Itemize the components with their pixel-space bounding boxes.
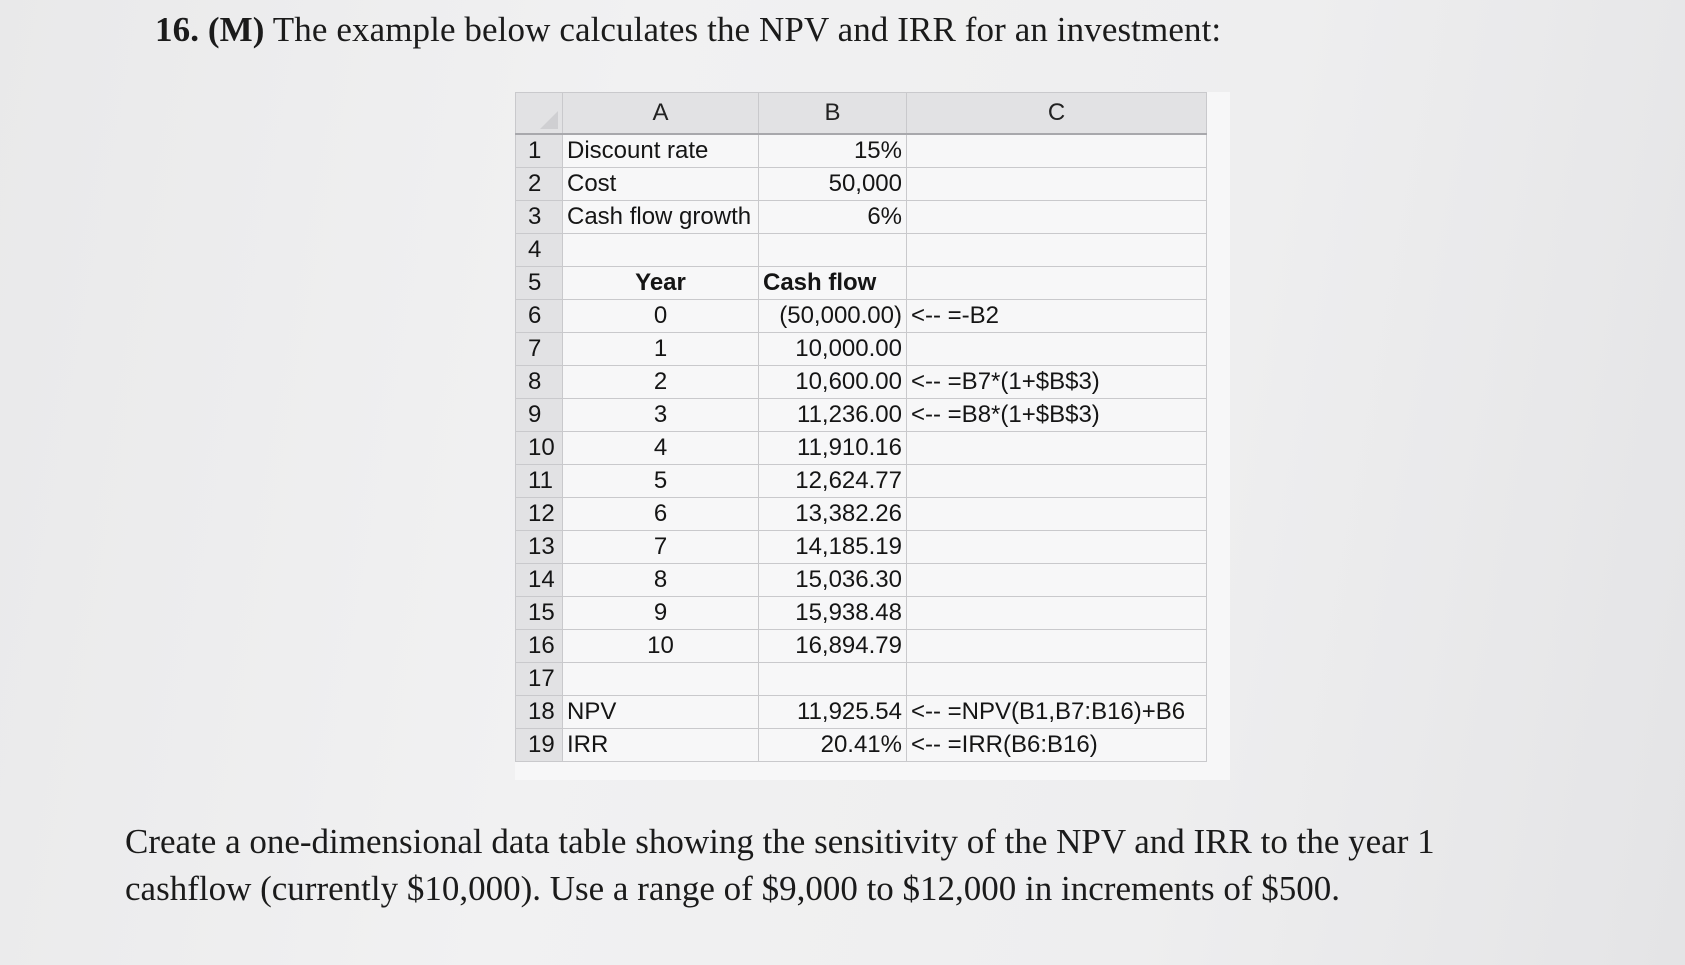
cell-b[interactable] xyxy=(759,234,907,267)
cell-b[interactable] xyxy=(759,663,907,696)
cell-b[interactable]: 14,185.19 xyxy=(759,531,907,564)
spreadsheet-row xyxy=(516,300,1207,333)
cell-a[interactable]: 2 xyxy=(563,366,759,399)
spreadsheet-row xyxy=(516,597,1207,630)
row-header[interactable]: 11 xyxy=(516,465,563,498)
cell-c[interactable]: <-- =B8*(1+$B$3) xyxy=(907,399,1207,432)
cell-b[interactable]: 10,600.00 xyxy=(759,366,907,399)
cell-c[interactable]: <-- =NPV(B1,B7:B16)+B6 xyxy=(907,696,1207,729)
cell-c[interactable] xyxy=(907,498,1207,531)
spreadsheet-row xyxy=(516,465,1207,498)
column-header-c[interactable]: C xyxy=(907,93,1207,135)
spreadsheet-row xyxy=(516,696,1207,729)
cell-a[interactable]: 3 xyxy=(563,399,759,432)
row-header[interactable]: 8 xyxy=(516,366,563,399)
cell-b[interactable]: 15% xyxy=(759,134,907,168)
spreadsheet-row xyxy=(516,729,1207,762)
cell-b[interactable]: Cash flow xyxy=(759,267,907,300)
cell-b[interactable]: 16,894.79 xyxy=(759,630,907,663)
cell-a[interactable]: 5 xyxy=(563,465,759,498)
cell-b[interactable]: 15,938.48 xyxy=(759,597,907,630)
cell-a[interactable]: Year xyxy=(563,267,759,300)
spreadsheet-row xyxy=(516,267,1207,300)
cell-a[interactable]: Cash flow growth xyxy=(563,201,759,234)
cell-a[interactable]: 9 xyxy=(563,597,759,630)
question-heading xyxy=(155,10,1221,50)
row-header[interactable]: 14 xyxy=(516,564,563,597)
spreadsheet-row xyxy=(516,630,1207,663)
spreadsheet-body xyxy=(516,134,1207,762)
cell-c[interactable] xyxy=(907,168,1207,201)
cell-c[interactable] xyxy=(907,663,1207,696)
cell-b[interactable]: (50,000.00) xyxy=(759,300,907,333)
cell-b[interactable]: 6% xyxy=(759,201,907,234)
row-header[interactable]: 16 xyxy=(516,630,563,663)
spreadsheet-row xyxy=(516,432,1207,465)
cell-b[interactable]: 12,624.77 xyxy=(759,465,907,498)
cell-c[interactable] xyxy=(907,531,1207,564)
cell-c[interactable] xyxy=(907,234,1207,267)
spreadsheet-row xyxy=(516,498,1207,531)
cell-b[interactable]: 13,382.26 xyxy=(759,498,907,531)
spreadsheet-row xyxy=(516,134,1207,168)
cell-b[interactable]: 10,000.00 xyxy=(759,333,907,366)
cell-c[interactable] xyxy=(907,597,1207,630)
cell-c[interactable]: <-- =B7*(1+$B$3) xyxy=(907,366,1207,399)
row-header[interactable]: 2 xyxy=(516,168,563,201)
cell-a[interactable]: IRR xyxy=(563,729,759,762)
cell-a[interactable] xyxy=(563,663,759,696)
cell-c[interactable] xyxy=(907,333,1207,366)
cell-c[interactable]: <-- =-B2 xyxy=(907,300,1207,333)
cell-a[interactable]: 6 xyxy=(563,498,759,531)
row-header[interactable]: 3 xyxy=(516,201,563,234)
select-all-corner[interactable] xyxy=(516,93,563,135)
spreadsheet-row xyxy=(516,168,1207,201)
cell-c[interactable] xyxy=(907,432,1207,465)
column-header-a[interactable]: A xyxy=(563,93,759,135)
row-header[interactable]: 19 xyxy=(516,729,563,762)
cell-a[interactable] xyxy=(563,234,759,267)
cell-c[interactable]: <-- =IRR(B6:B16) xyxy=(907,729,1207,762)
cell-b[interactable]: 11,925.54 xyxy=(759,696,907,729)
task-line-1: Create a one-dimensional data table showing the sensitivity of the NPV and IRR to the year 1 xyxy=(125,822,1435,861)
spreadsheet xyxy=(515,92,1230,780)
row-header[interactable]: 18 xyxy=(516,696,563,729)
cell-c[interactable] xyxy=(907,267,1207,300)
row-header[interactable]: 5 xyxy=(516,267,563,300)
cell-c[interactable] xyxy=(907,465,1207,498)
cell-b[interactable]: 20.41% xyxy=(759,729,907,762)
cell-c[interactable] xyxy=(907,134,1207,168)
cell-a[interactable]: 1 xyxy=(563,333,759,366)
spreadsheet-row xyxy=(516,399,1207,432)
row-header[interactable]: 1 xyxy=(516,134,563,168)
spreadsheet-row xyxy=(516,531,1207,564)
row-header[interactable]: 7 xyxy=(516,333,563,366)
row-header[interactable]: 6 xyxy=(516,300,563,333)
row-header[interactable]: 10 xyxy=(516,432,563,465)
cell-a[interactable]: 4 xyxy=(563,432,759,465)
cell-c[interactable] xyxy=(907,201,1207,234)
spreadsheet-row xyxy=(516,201,1207,234)
cell-a[interactable]: 8 xyxy=(563,564,759,597)
task-description xyxy=(125,818,1575,912)
spreadsheet-row xyxy=(516,366,1207,399)
cell-a[interactable]: Cost xyxy=(563,168,759,201)
cell-a[interactable]: 7 xyxy=(563,531,759,564)
question-text: The example below calculates the NPV and IRR for an investment: xyxy=(272,10,1222,49)
column-header-row xyxy=(516,93,1207,135)
cell-b[interactable]: 50,000 xyxy=(759,168,907,201)
row-header[interactable]: 9 xyxy=(516,399,563,432)
spreadsheet-row xyxy=(516,234,1207,267)
cell-a[interactable]: 0 xyxy=(563,300,759,333)
cell-c[interactable] xyxy=(907,564,1207,597)
column-header-b[interactable]: B xyxy=(759,93,907,135)
row-header[interactable]: 17 xyxy=(516,663,563,696)
cell-a[interactable]: Discount rate xyxy=(563,134,759,168)
task-line-2: cashflow (currently $10,000). Use a range of $9,000 to $12,000 in increments of $500. xyxy=(125,869,1340,908)
row-header[interactable]: 13 xyxy=(516,531,563,564)
cell-c[interactable] xyxy=(907,630,1207,663)
cell-b[interactable]: 15,036.30 xyxy=(759,564,907,597)
row-header[interactable]: 15 xyxy=(516,597,563,630)
spreadsheet-row xyxy=(516,333,1207,366)
cell-a[interactable]: 10 xyxy=(563,630,759,663)
row-header[interactable]: 12 xyxy=(516,498,563,531)
spreadsheet-grid xyxy=(515,92,1207,762)
question-number: 16. (M) xyxy=(155,10,265,49)
row-header[interactable]: 4 xyxy=(516,234,563,267)
spreadsheet-row xyxy=(516,564,1207,597)
cell-a[interactable]: NPV xyxy=(563,696,759,729)
spreadsheet-row xyxy=(516,663,1207,696)
cell-b[interactable]: 11,236.00 xyxy=(759,399,907,432)
cell-b[interactable]: 11,910.16 xyxy=(759,432,907,465)
